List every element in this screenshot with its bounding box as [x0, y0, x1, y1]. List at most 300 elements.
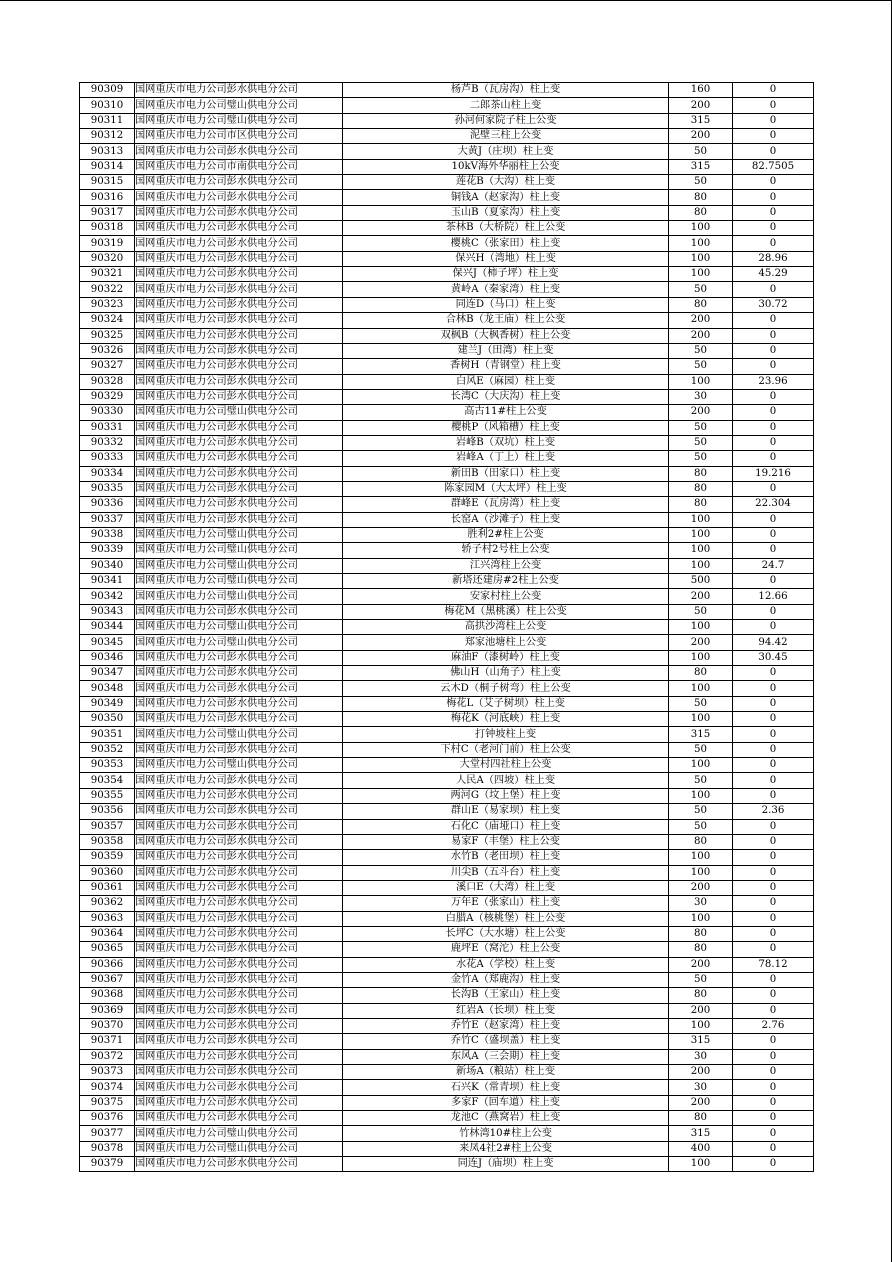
capacity-cell: 30: [669, 389, 733, 404]
company-cell: 国网重庆市电力公司彭水供电分公司: [135, 834, 343, 849]
company-cell: 国网重庆市电力公司彭水供电分公司: [135, 267, 343, 282]
row-id-cell: 90329: [80, 389, 135, 404]
company-cell: 国网重庆市电力公司彭水供电分公司: [135, 666, 343, 681]
transformer-name-cell: 江兴湾柱上公变: [343, 558, 669, 573]
capacity-cell: 80: [669, 988, 733, 1003]
company-cell: 国网重庆市电力公司彭水供电分公司: [135, 420, 343, 435]
capacity-cell: 100: [669, 527, 733, 542]
value-cell: 0: [733, 1111, 814, 1126]
transformer-name-cell: 樱桃C（张家田）柱上变: [343, 236, 669, 251]
capacity-cell: 80: [669, 297, 733, 312]
capacity-cell: 80: [669, 834, 733, 849]
capacity-cell: 100: [669, 758, 733, 773]
row-id-cell: 90337: [80, 512, 135, 527]
capacity-cell: 80: [669, 1111, 733, 1126]
company-cell: 国网重庆市电力公司璧山供电分公司: [135, 758, 343, 773]
company-cell: 国网重庆市电力公司彭水供电分公司: [135, 1049, 343, 1064]
row-id-cell: 90375: [80, 1095, 135, 1110]
table-row: [80, 451, 814, 466]
value-cell: 2.36: [733, 804, 814, 819]
company-cell: 国网重庆市电力公司彭水供电分公司: [135, 604, 343, 619]
capacity-cell: 50: [669, 773, 733, 788]
company-cell: 国网重庆市电力公司彭水供电分公司: [135, 374, 343, 389]
transformer-name-cell: 群峰E（瓦房湾）柱上变: [343, 497, 669, 512]
value-cell: 0: [733, 972, 814, 987]
table-row: [80, 466, 814, 481]
table-row: [80, 574, 814, 589]
table-row: [80, 742, 814, 757]
row-id-cell: 90319: [80, 236, 135, 251]
transformer-name-cell: 大堂村四社柱上公变: [343, 758, 669, 773]
table-row: [80, 512, 814, 527]
row-id-cell: 90374: [80, 1080, 135, 1095]
value-cell: 0: [733, 896, 814, 911]
table-row: [80, 359, 814, 374]
row-id-cell: 90314: [80, 159, 135, 174]
transformer-name-cell: 双枫B（大枫香树）柱上公变: [343, 328, 669, 343]
table-row: [80, 343, 814, 358]
row-id-cell: 90322: [80, 282, 135, 297]
transformer-name-cell: 麻油F（漆树岭）柱上变: [343, 650, 669, 665]
transformer-name-cell: 石化C（庙垭口）柱上变: [343, 819, 669, 834]
transformer-name-cell: 安家村柱上公变: [343, 589, 669, 604]
transformer-name-cell: 梅花K（河底峡）柱上变: [343, 712, 669, 727]
table-row: [80, 190, 814, 205]
value-cell: 0: [733, 988, 814, 1003]
value-cell: 0: [733, 788, 814, 803]
capacity-cell: 200: [669, 635, 733, 650]
transformer-name-cell: 乔竹E（赵家湾）柱上变: [343, 1018, 669, 1033]
row-id-cell: 90339: [80, 543, 135, 558]
table-row: [80, 1141, 814, 1156]
transformer-name-cell: 易家F（丰堡）柱上公变: [343, 834, 669, 849]
value-cell: 0: [733, 1049, 814, 1064]
capacity-cell: 100: [669, 236, 733, 251]
company-cell: 国网重庆市电力公司彭水供电分公司: [135, 1157, 343, 1172]
company-cell: 国网重庆市电力公司彭水供电分公司: [135, 481, 343, 496]
capacity-cell: 200: [669, 98, 733, 113]
capacity-cell: 80: [669, 466, 733, 481]
table-row: [80, 1049, 814, 1064]
row-id-cell: 90331: [80, 420, 135, 435]
row-id-cell: 90349: [80, 696, 135, 711]
transformer-name-cell: 川尖B（五斗台）柱上变: [343, 865, 669, 880]
transformer-name-cell: 来凤4社2#柱上公变: [343, 1141, 669, 1156]
transformer-name-cell: 群山E（易家坝）柱上变: [343, 804, 669, 819]
transformer-name-cell: 梅花L（艾子树坝）柱上变: [343, 696, 669, 711]
row-id-cell: 90317: [80, 205, 135, 220]
company-cell: 国网重庆市电力公司彭水供电分公司: [135, 343, 343, 358]
company-cell: 国网重庆市电力公司璧山供电分公司: [135, 558, 343, 573]
row-id-cell: 90378: [80, 1141, 135, 1156]
capacity-cell: 200: [669, 957, 733, 972]
transformer-name-cell: 郑家池塘柱上公变: [343, 635, 669, 650]
company-cell: 国网重庆市电力公司彭水供电分公司: [135, 359, 343, 374]
company-cell: 国网重庆市电力公司市南供电分公司: [135, 159, 343, 174]
value-cell: 23.96: [733, 374, 814, 389]
value-cell: 0: [733, 758, 814, 773]
company-cell: 国网重庆市电力公司彭水供电分公司: [135, 957, 343, 972]
capacity-cell: 100: [669, 620, 733, 635]
row-id-cell: 90373: [80, 1065, 135, 1080]
transformer-name-cell: 新场A（粮站）柱上变: [343, 1065, 669, 1080]
row-id-cell: 90347: [80, 666, 135, 681]
company-cell: 国网重庆市电力公司彭水供电分公司: [135, 1065, 343, 1080]
transformer-name-cell: 梅花M（黑桃溪）柱上公变: [343, 604, 669, 619]
row-id-cell: 90354: [80, 773, 135, 788]
table-row: [80, 497, 814, 512]
row-id-cell: 90336: [80, 497, 135, 512]
table-row: [80, 896, 814, 911]
capacity-cell: 315: [669, 159, 733, 174]
table-row: [80, 221, 814, 236]
capacity-cell: 315: [669, 727, 733, 742]
transformer-name-cell: 石兴K（常青坝）柱上变: [343, 1080, 669, 1095]
value-cell: 2.76: [733, 1018, 814, 1033]
transformer-name-cell: 大黄J（庄坝）柱上变: [343, 144, 669, 159]
row-id-cell: 90313: [80, 144, 135, 159]
table-row: [80, 880, 814, 895]
transformer-name-cell: 同连J（庙坝）柱上变: [343, 1157, 669, 1172]
company-cell: 国网重庆市电力公司彭水供电分公司: [135, 251, 343, 266]
capacity-cell: 100: [669, 911, 733, 926]
value-cell: 0: [733, 129, 814, 144]
transformer-name-cell: 轿子村2号柱上公变: [343, 543, 669, 558]
transformer-name-cell: 香树H（青钢堂）柱上变: [343, 359, 669, 374]
value-cell: 0: [733, 543, 814, 558]
value-cell: 0: [733, 113, 814, 128]
company-cell: 国网重庆市电力公司彭水供电分公司: [135, 221, 343, 236]
value-cell: 45.29: [733, 267, 814, 282]
value-cell: 0: [733, 865, 814, 880]
capacity-cell: 160: [669, 83, 733, 98]
value-cell: 0: [733, 175, 814, 190]
value-cell: 0: [733, 880, 814, 895]
capacity-cell: 50: [669, 343, 733, 358]
capacity-cell: 100: [669, 558, 733, 573]
transformer-name-cell: 打钟坡柱上变: [343, 727, 669, 742]
table-row: [80, 972, 814, 987]
table-row: [80, 405, 814, 420]
value-cell: 0: [733, 1095, 814, 1110]
capacity-cell: 200: [669, 328, 733, 343]
company-cell: 国网重庆市电力公司彭水供电分公司: [135, 865, 343, 880]
table-row: [80, 727, 814, 742]
company-cell: 国网重庆市电力公司彭水供电分公司: [135, 1003, 343, 1018]
company-cell: 国网重庆市电力公司彭水供电分公司: [135, 205, 343, 220]
table-row: [80, 113, 814, 128]
transformer-name-cell: 佛山H（山角子）柱上变: [343, 666, 669, 681]
company-cell: 国网重庆市电力公司彭水供电分公司: [135, 512, 343, 527]
capacity-cell: 200: [669, 1003, 733, 1018]
table-row: [80, 911, 814, 926]
value-cell: 24.7: [733, 558, 814, 573]
value-cell: 0: [733, 190, 814, 205]
row-id-cell: 90318: [80, 221, 135, 236]
company-cell: 国网重庆市电力公司彭水供电分公司: [135, 712, 343, 727]
transformer-name-cell: 人民A（四坡）柱上变: [343, 773, 669, 788]
row-id-cell: 90324: [80, 313, 135, 328]
transformer-name-cell: 多家F（回车道）柱上变: [343, 1095, 669, 1110]
value-cell: 28.96: [733, 251, 814, 266]
table-row: [80, 267, 814, 282]
transformer-name-cell: 万年E（张家山）柱上变: [343, 896, 669, 911]
capacity-cell: 50: [669, 742, 733, 757]
row-id-cell: 90315: [80, 175, 135, 190]
company-cell: 国网重庆市电力公司彭水供电分公司: [135, 911, 343, 926]
table-row: [80, 1111, 814, 1126]
value-cell: 0: [733, 205, 814, 220]
value-cell: 0: [733, 236, 814, 251]
value-cell: 0: [733, 1065, 814, 1080]
transformer-name-cell: 二郎茶山柱上变: [343, 98, 669, 113]
row-id-cell: 90372: [80, 1049, 135, 1064]
transformer-name-cell: 高古11#柱上公变: [343, 405, 669, 420]
table-row: [80, 251, 814, 266]
value-cell: 0: [733, 405, 814, 420]
table-row: [80, 1065, 814, 1080]
row-id-cell: 90365: [80, 942, 135, 957]
row-id-cell: 90312: [80, 129, 135, 144]
company-cell: 国网重庆市电力公司彭水供电分公司: [135, 773, 343, 788]
transformer-name-cell: 竹林湾10#柱上公变: [343, 1126, 669, 1141]
capacity-cell: 400: [669, 1141, 733, 1156]
table-row: [80, 589, 814, 604]
row-id-cell: 90366: [80, 957, 135, 972]
capacity-cell: 50: [669, 282, 733, 297]
transformer-name-cell: 红岩A（长坝）柱上变: [343, 1003, 669, 1018]
transformer-name-cell: 孙河何家院子柱上公变: [343, 113, 669, 128]
row-id-cell: 90369: [80, 1003, 135, 1018]
transformer-name-cell: 白风E（麻园）柱上变: [343, 374, 669, 389]
company-cell: 国网重庆市电力公司彭水供电分公司: [135, 988, 343, 1003]
row-id-cell: 90311: [80, 113, 135, 128]
value-cell: 0: [733, 221, 814, 236]
table-row: [80, 1095, 814, 1110]
capacity-cell: 50: [669, 144, 733, 159]
table-row: [80, 205, 814, 220]
capacity-cell: 30: [669, 1080, 733, 1095]
company-cell: 国网重庆市电力公司彭水供电分公司: [135, 236, 343, 251]
capacity-cell: 80: [669, 497, 733, 512]
value-cell: 0: [733, 712, 814, 727]
value-cell: 0: [733, 389, 814, 404]
value-cell: 0: [733, 98, 814, 113]
table-row: [80, 1080, 814, 1095]
company-cell: 国网重庆市电力公司彭水供电分公司: [135, 497, 343, 512]
value-cell: 0: [733, 282, 814, 297]
company-cell: 国网重庆市电力公司彭水供电分公司: [135, 804, 343, 819]
capacity-cell: 80: [669, 190, 733, 205]
value-cell: 0: [733, 144, 814, 159]
row-id-cell: 90376: [80, 1111, 135, 1126]
transformer-name-cell: 金竹A（郑鹿沟）柱上变: [343, 972, 669, 987]
capacity-cell: 200: [669, 405, 733, 420]
table-row: [80, 1034, 814, 1049]
company-cell: 国网重庆市电力公司彭水供电分公司: [135, 788, 343, 803]
company-cell: 国网重庆市电力公司彭水供电分公司: [135, 696, 343, 711]
capacity-cell: 80: [669, 926, 733, 941]
transformer-name-cell: 建兰J（田湾）柱上变: [343, 343, 669, 358]
value-cell: 30.72: [733, 297, 814, 312]
capacity-cell: 100: [669, 650, 733, 665]
table-row: [80, 558, 814, 573]
row-id-cell: 90350: [80, 712, 135, 727]
transformer-name-cell: 长窑A（沙滩子）柱上变: [343, 512, 669, 527]
transformer-name-cell: 云木D（桐子树弯）柱上公变: [343, 681, 669, 696]
capacity-cell: 100: [669, 788, 733, 803]
table-row: [80, 635, 814, 650]
transformer-name-cell: 长沟B（王家山）柱上变: [343, 988, 669, 1003]
row-id-cell: 90343: [80, 604, 135, 619]
transformer-name-cell: 水竹B（老田坝）柱上变: [343, 850, 669, 865]
value-cell: 0: [733, 911, 814, 926]
row-id-cell: 90342: [80, 589, 135, 604]
company-cell: 国网重庆市电力公司彭水供电分公司: [135, 742, 343, 757]
capacity-cell: 200: [669, 880, 733, 895]
company-cell: 国网重庆市电力公司璧山供电分公司: [135, 1126, 343, 1141]
capacity-cell: 315: [669, 1034, 733, 1049]
value-cell: 0: [733, 1126, 814, 1141]
transformer-name-cell: 两河G（坟上堡）柱上变: [343, 788, 669, 803]
transformer-name-cell: 陈家园M（大太坪）柱上变: [343, 481, 669, 496]
table-row: [80, 236, 814, 251]
capacity-cell: 50: [669, 175, 733, 190]
capacity-cell: 100: [669, 543, 733, 558]
table-row: [80, 834, 814, 849]
value-cell: 0: [733, 313, 814, 328]
transformer-name-cell: 溪口E（大湾）柱上变: [343, 880, 669, 895]
transformer-name-cell: 保兴J（柿子坪）柱上变: [343, 267, 669, 282]
table-row: [80, 696, 814, 711]
table-row: [80, 957, 814, 972]
capacity-cell: 100: [669, 267, 733, 282]
capacity-cell: 50: [669, 435, 733, 450]
capacity-cell: 100: [669, 1157, 733, 1172]
value-cell: 0: [733, 604, 814, 619]
row-id-cell: 90327: [80, 359, 135, 374]
transformer-table: [79, 82, 814, 1172]
row-id-cell: 90361: [80, 880, 135, 895]
company-cell: 国网重庆市电力公司彭水供电分公司: [135, 466, 343, 481]
table-row: [80, 666, 814, 681]
transformer-name-cell: 玉山B（夏家沟）柱上变: [343, 205, 669, 220]
value-cell: 0: [733, 696, 814, 711]
capacity-cell: 315: [669, 1126, 733, 1141]
transformer-name-cell: 泥壁三柱上公变: [343, 129, 669, 144]
company-cell: 国网重庆市电力公司彭水供电分公司: [135, 175, 343, 190]
value-cell: 0: [733, 512, 814, 527]
value-cell: 0: [733, 666, 814, 681]
table-row: [80, 83, 814, 98]
row-id-cell: 90346: [80, 650, 135, 665]
company-cell: 国网重庆市电力公司彭水供电分公司: [135, 1018, 343, 1033]
value-cell: 0: [733, 850, 814, 865]
row-id-cell: 90321: [80, 267, 135, 282]
value-cell: 94.42: [733, 635, 814, 650]
capacity-cell: 315: [669, 113, 733, 128]
row-id-cell: 90370: [80, 1018, 135, 1033]
value-cell: 0: [733, 620, 814, 635]
capacity-cell: 50: [669, 451, 733, 466]
company-cell: 国网重庆市电力公司彭水供电分公司: [135, 313, 343, 328]
table-row: [80, 604, 814, 619]
company-cell: 国网重庆市电力公司彭水供电分公司: [135, 650, 343, 665]
capacity-cell: 200: [669, 129, 733, 144]
company-cell: 国网重庆市电力公司彭水供电分公司: [135, 926, 343, 941]
company-cell: 国网重庆市电力公司璧山供电分公司: [135, 1141, 343, 1156]
row-id-cell: 90345: [80, 635, 135, 650]
capacity-cell: 80: [669, 205, 733, 220]
company-cell: 国网重庆市电力公司彭水供电分公司: [135, 819, 343, 834]
table-row: [80, 481, 814, 496]
table-row: [80, 159, 814, 174]
table-row: [80, 328, 814, 343]
row-id-cell: 90353: [80, 758, 135, 773]
row-id-cell: 90371: [80, 1034, 135, 1049]
capacity-cell: 30: [669, 896, 733, 911]
company-cell: 国网重庆市电力公司璧山供电分公司: [135, 113, 343, 128]
table-row: [80, 788, 814, 803]
row-id-cell: 90357: [80, 819, 135, 834]
table-row: [80, 773, 814, 788]
value-cell: 0: [733, 926, 814, 941]
company-cell: 国网重庆市电力公司彭水供电分公司: [135, 1095, 343, 1110]
company-cell: 国网重庆市电力公司彭水供电分公司: [135, 1111, 343, 1126]
row-id-cell: 90379: [80, 1157, 135, 1172]
table-row: [80, 129, 814, 144]
value-cell: 0: [733, 328, 814, 343]
transformer-name-cell: 莲花B（大沟）柱上变: [343, 175, 669, 190]
value-cell: 0: [733, 742, 814, 757]
value-cell: 30.45: [733, 650, 814, 665]
value-cell: 0: [733, 727, 814, 742]
row-id-cell: 90363: [80, 911, 135, 926]
table-row: [80, 1126, 814, 1141]
table-row: [80, 374, 814, 389]
row-id-cell: 90333: [80, 451, 135, 466]
value-cell: 19.216: [733, 466, 814, 481]
row-id-cell: 90355: [80, 788, 135, 803]
value-cell: 0: [733, 681, 814, 696]
table-row: [80, 282, 814, 297]
transformer-name-cell: 杨芦B（瓦房沟）柱上变: [343, 83, 669, 98]
value-cell: 0: [733, 83, 814, 98]
transformer-name-cell: 长坪C（大水塘）柱上公变: [343, 926, 669, 941]
table-row: [80, 527, 814, 542]
company-cell: 国网重庆市电力公司彭水供电分公司: [135, 681, 343, 696]
capacity-cell: 200: [669, 589, 733, 604]
company-cell: 国网重庆市电力公司彭水供电分公司: [135, 942, 343, 957]
company-cell: 国网重庆市电力公司彭水供电分公司: [135, 282, 343, 297]
row-id-cell: 90338: [80, 527, 135, 542]
value-cell: 0: [733, 527, 814, 542]
capacity-cell: 50: [669, 359, 733, 374]
transformer-name-cell: 白腊A（核桃堡）柱上公变: [343, 911, 669, 926]
value-cell: 0: [733, 1141, 814, 1156]
row-id-cell: 90323: [80, 297, 135, 312]
value-cell: 0: [733, 834, 814, 849]
transformer-name-cell: 合林B（龙王庙）柱上公变: [343, 313, 669, 328]
table-row: [80, 926, 814, 941]
table-row: [80, 98, 814, 113]
table-row: [80, 942, 814, 957]
company-cell: 国网重庆市电力公司璧山供电分公司: [135, 727, 343, 742]
table-row: [80, 1018, 814, 1033]
value-cell: 0: [733, 451, 814, 466]
transformer-name-cell: 高拱沙湾柱上公变: [343, 620, 669, 635]
capacity-cell: 50: [669, 819, 733, 834]
